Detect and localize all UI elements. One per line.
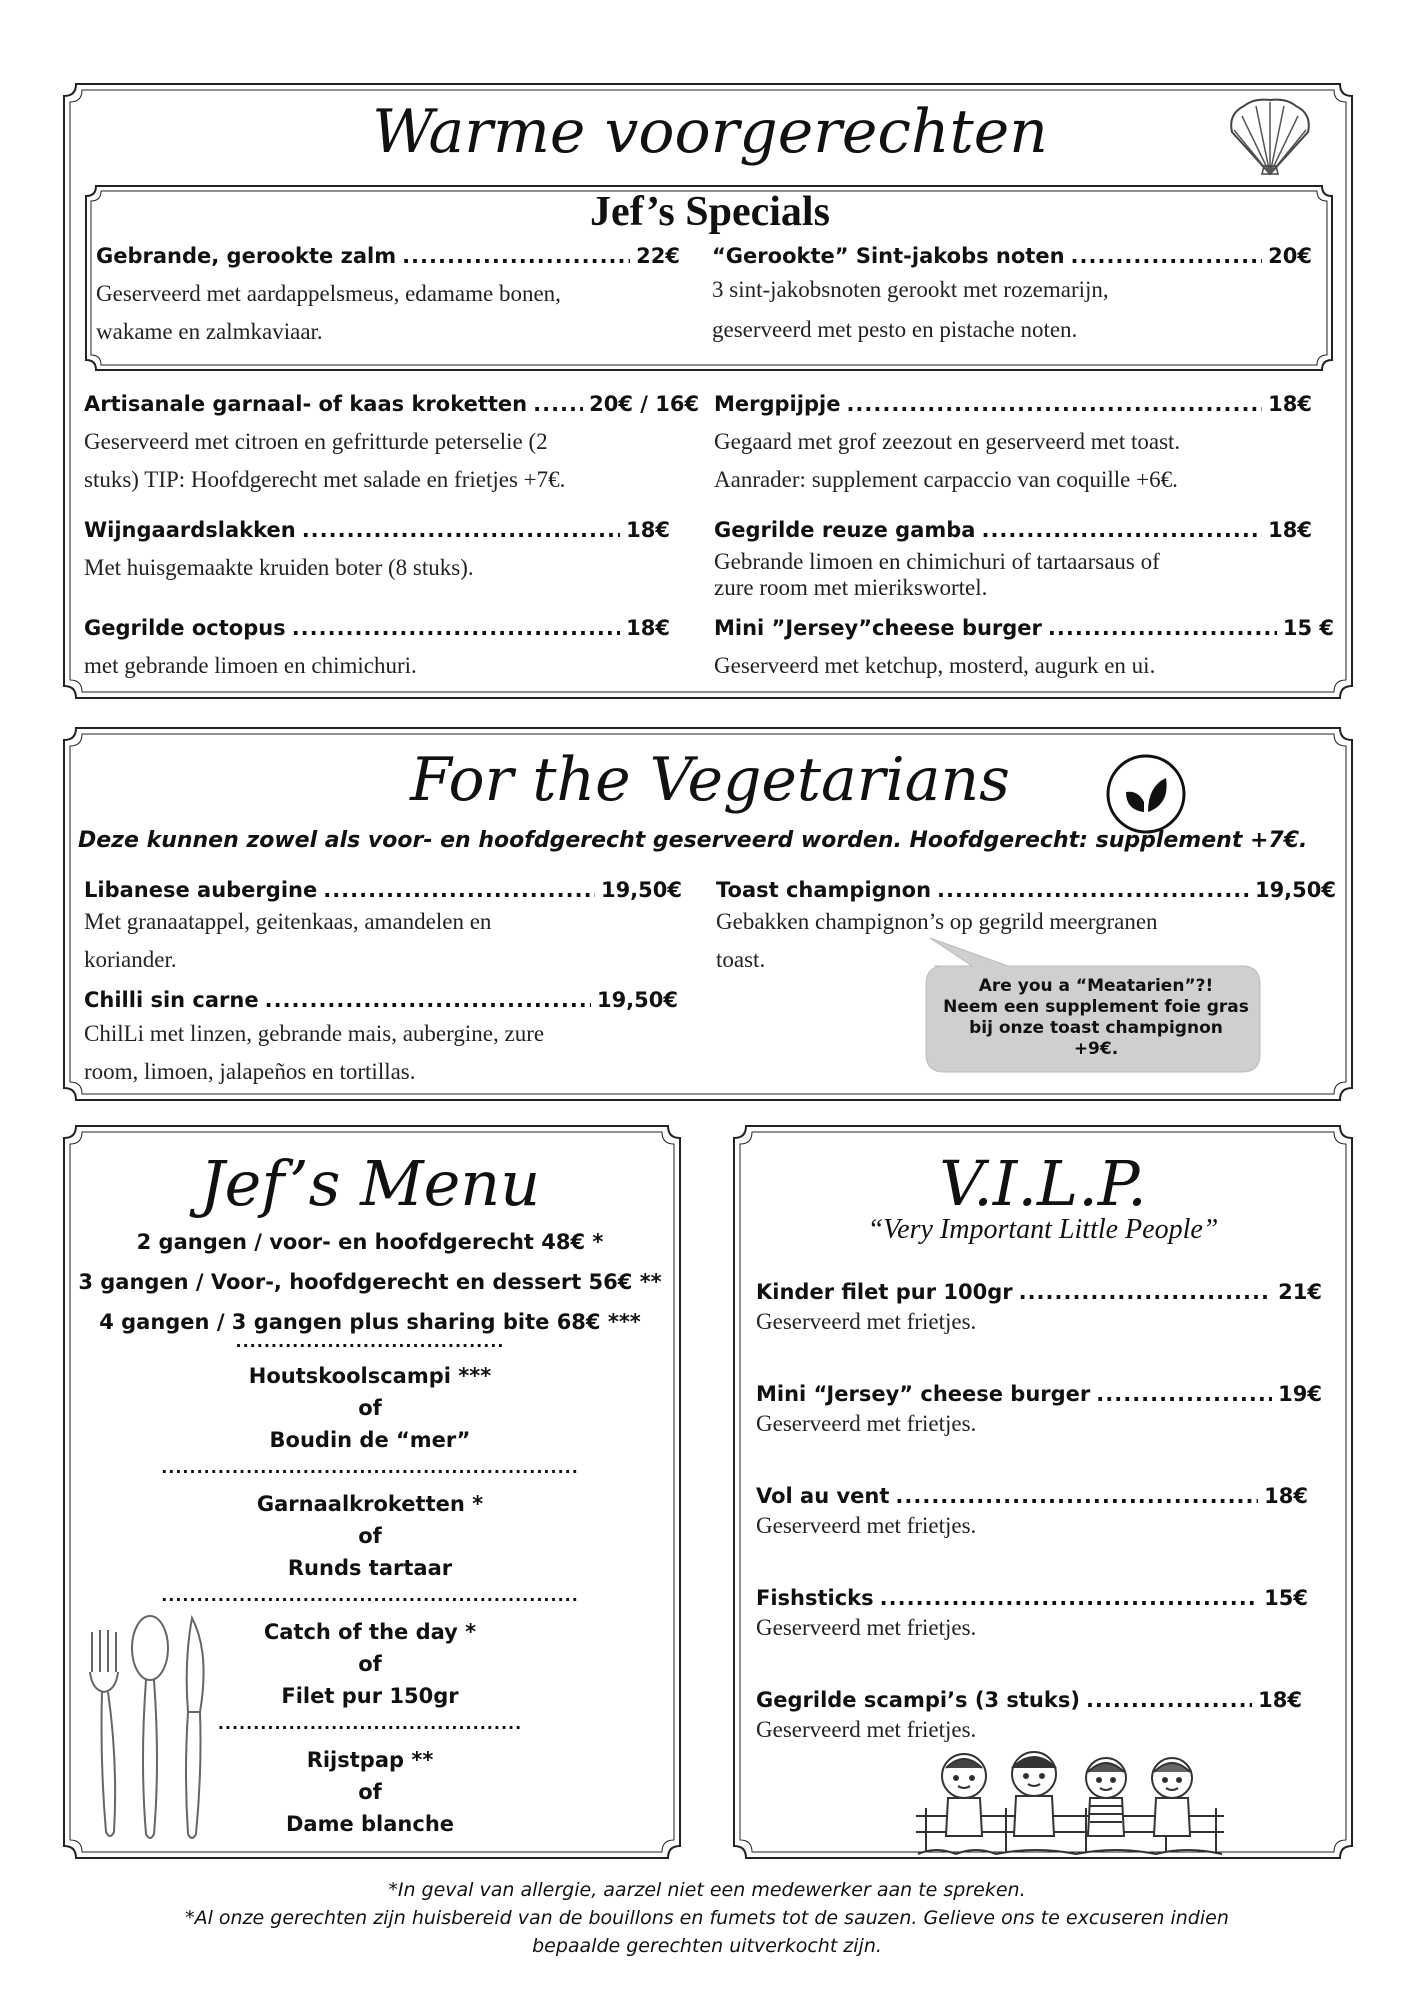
item-price: 15 € xyxy=(1282,616,1334,640)
menu-option: Houtskoolscampi *** xyxy=(248,1364,492,1388)
leader-dots xyxy=(846,392,1262,416)
item-desc: ChilLi met linzen, gebrande mais, aubergine, zure xyxy=(84,1021,545,1046)
footer xyxy=(60,1876,1354,1960)
item-desc: Geserveerd met frietjes. xyxy=(756,1411,977,1436)
veg-note: Deze kunnen zowel als voor- en hoofdgerecht geserveerd worden. Hoofdgerecht: supplement +7€. xyxy=(78,828,1308,853)
item-desc: Geserveerd met ketchup, mosterd, augurk en ui. xyxy=(714,653,1156,678)
bubble-line: +9€. xyxy=(1073,1039,1119,1059)
item-name: Libanese aubergine xyxy=(84,878,318,902)
vilp-subtitle: “Very Important Little People” xyxy=(867,1214,1219,1245)
menu-course: 2 gangen / voor- en hoofdgerecht 48€ * xyxy=(136,1230,604,1254)
item-name: Gegrilde octopus xyxy=(84,616,286,640)
item-desc: Geserveerd met frietjes. xyxy=(756,1717,977,1742)
item-desc: Geserveerd met aardappelsmeus, edamame bonen, xyxy=(96,281,561,306)
menu-option: Garnaalkroketten * xyxy=(256,1492,484,1516)
cutlery-icon xyxy=(84,1612,224,1848)
item-desc: Gegaard met grof zeezout en geserveerd met toast. xyxy=(714,429,1181,454)
item-name: Mini ”Jersey”cheese burger xyxy=(714,616,1042,640)
item-name: Gegrilde reuze gamba xyxy=(714,518,976,542)
item-price: 19,50€ xyxy=(596,988,678,1012)
item-price: 18€ xyxy=(626,518,670,542)
menu-or: of xyxy=(358,1396,382,1420)
specials-title: Jef’s Specials xyxy=(590,189,830,235)
warm-title: Warme voorgerechten xyxy=(372,97,1048,167)
leaf-icon xyxy=(1104,752,1188,836)
footer-note: *Al onze gerechten zijn huisbereid van de bouillons en fumets tot de sauzen. Gelieve ons te excuseren indien xyxy=(185,1907,1229,1929)
item-name: Mini “Jersey” cheese burger xyxy=(756,1382,1091,1406)
menu-title: Jef’s Menu xyxy=(199,1147,541,1220)
warm-frame-border xyxy=(62,82,1354,700)
menu-or: of xyxy=(358,1652,382,1676)
item-price: 18€ xyxy=(1258,1688,1302,1712)
leader-dots xyxy=(880,1586,1259,1610)
footer-note: *In geval van allergie, aarzel niet een medewerker aan te spreken. xyxy=(388,1879,1026,1901)
item-name: Kinder filet pur 100gr xyxy=(756,1280,1013,1304)
item-desc: Gebakken champignon’s op gegrild meergranen xyxy=(716,909,1158,934)
item-price: 18€ xyxy=(1268,392,1312,416)
menu-option: Rijstpap ** xyxy=(306,1748,434,1772)
leader-dots xyxy=(1071,244,1263,268)
item-desc: toast. xyxy=(716,947,766,972)
item-desc: 3 sint-jakobsnoten gerookt met rozemarijn, xyxy=(712,277,1109,302)
item-name: Vol au vent xyxy=(756,1484,890,1508)
veg-title: For the Vegetarians xyxy=(410,745,1010,815)
item-desc: room, limoen, jalapeños en tortillas. xyxy=(84,1059,416,1084)
dotted-separator: ........................................................... xyxy=(161,1458,579,1477)
bubble-line: Neem een supplement foie gras xyxy=(943,997,1249,1017)
leader-dots xyxy=(1019,1280,1273,1304)
menu-course: 3 gangen / Voor-, hoofdgerecht en dessert 56€ ** xyxy=(78,1270,662,1294)
item-price: 19€ xyxy=(1278,1382,1322,1406)
item-name: Fishsticks xyxy=(756,1586,874,1610)
warm-section xyxy=(62,82,1354,700)
item-desc: stuks) TIP: Hoofdgerecht met salade en frietjes +7€. xyxy=(84,467,566,492)
item-desc: Geserveerd met citroen en gefritturde peterselie (2 xyxy=(84,429,548,454)
menu-option: Boudin de “mer” xyxy=(269,1428,471,1452)
item-price: 15€ xyxy=(1264,1586,1308,1610)
item-desc: zure room met mierikswortel. xyxy=(714,575,988,600)
item-desc: Met granaatappel, geitenkaas, amandelen en xyxy=(84,909,492,934)
item-desc: Geserveerd met frietjes. xyxy=(756,1309,977,1334)
item-desc: Geserveerd met frietjes. xyxy=(756,1513,977,1538)
leader-dots xyxy=(1096,1382,1272,1406)
vilp-title: V.I.L.P. xyxy=(939,1147,1147,1220)
leader-dots xyxy=(937,878,1249,902)
leader-dots xyxy=(1048,616,1277,640)
leader-dots xyxy=(981,518,1262,542)
dotted-separator: ...................................... xyxy=(235,1332,505,1351)
item-desc: Met huisgemaakte kruiden boter (8 stuks). xyxy=(84,555,474,580)
item-desc: geserveerd met pesto en pistache noten. xyxy=(712,317,1078,342)
leader-dots xyxy=(323,878,595,902)
leader-dots xyxy=(895,1484,1258,1508)
item-price: 18€ xyxy=(626,616,670,640)
bubble-line: Are you a “Meatarien”?! xyxy=(978,976,1214,996)
dotted-separator: ........................................... xyxy=(217,1714,523,1733)
item-desc: Geserveerd met frietjes. xyxy=(756,1615,977,1640)
item-desc: koriander. xyxy=(84,947,177,972)
shell-icon xyxy=(1220,94,1320,178)
menu-option: Filet pur 150gr xyxy=(281,1684,459,1708)
item-price: 18€ xyxy=(1268,518,1312,542)
dotted-separator: ........................................................... xyxy=(161,1586,579,1605)
leader-dots xyxy=(402,244,630,268)
item-price: 20€ xyxy=(1268,244,1312,268)
item-name: Chilli sin carne xyxy=(84,988,259,1012)
item-name: Mergpijpje xyxy=(714,392,841,416)
bubble-line: bij onze toast champignon xyxy=(969,1018,1223,1038)
item-name: Wijngaardslakken xyxy=(84,518,296,542)
menu-option: Catch of the day * xyxy=(263,1620,477,1644)
leader-dots xyxy=(533,392,583,416)
item-desc: met gebrande limoen en chimichuri. xyxy=(84,653,417,678)
item-desc: wakame en zalmkaviaar. xyxy=(96,319,323,344)
leader-dots xyxy=(292,616,620,640)
item-name: Toast champignon xyxy=(716,878,932,902)
leader-dots xyxy=(1086,1688,1252,1712)
item-name: “Gerookte” Sint-jakobs noten xyxy=(712,244,1065,268)
item-price: 19,50€ xyxy=(1254,878,1336,902)
menu-course: 4 gangen / 3 gangen plus sharing bite 68€ *** xyxy=(99,1310,641,1334)
item-price: 18€ xyxy=(1264,1484,1308,1508)
children-icon xyxy=(916,1746,1224,1856)
leader-dots xyxy=(302,518,620,542)
item-name: Gegrilde scampi’s (3 stuks) xyxy=(756,1688,1080,1712)
menu-option: Runds tartaar xyxy=(287,1556,453,1580)
item-price: 20€ / 16€ xyxy=(589,392,700,416)
item-price: 22€ xyxy=(636,244,680,268)
menu-or: of xyxy=(358,1780,382,1804)
item-desc: Gebrande limoen en chimichuri of tartaarsaus of xyxy=(714,549,1160,574)
bubble-text xyxy=(926,976,1266,1060)
menu-or: of xyxy=(358,1524,382,1548)
item-price: 19,50€ xyxy=(600,878,682,902)
leader-dots xyxy=(265,988,591,1012)
item-name: Artisanale garnaal- of kaas kroketten xyxy=(84,392,528,416)
item-price: 21€ xyxy=(1278,1280,1322,1304)
footer-note: bepaalde gerechten uitverkocht zijn. xyxy=(532,1935,882,1957)
item-name: Gebrande, gerookte zalm xyxy=(96,244,397,268)
menu-option: Dame blanche xyxy=(285,1812,455,1836)
item-desc: Aanrader: supplement carpaccio van coquille +6€. xyxy=(714,467,1178,492)
